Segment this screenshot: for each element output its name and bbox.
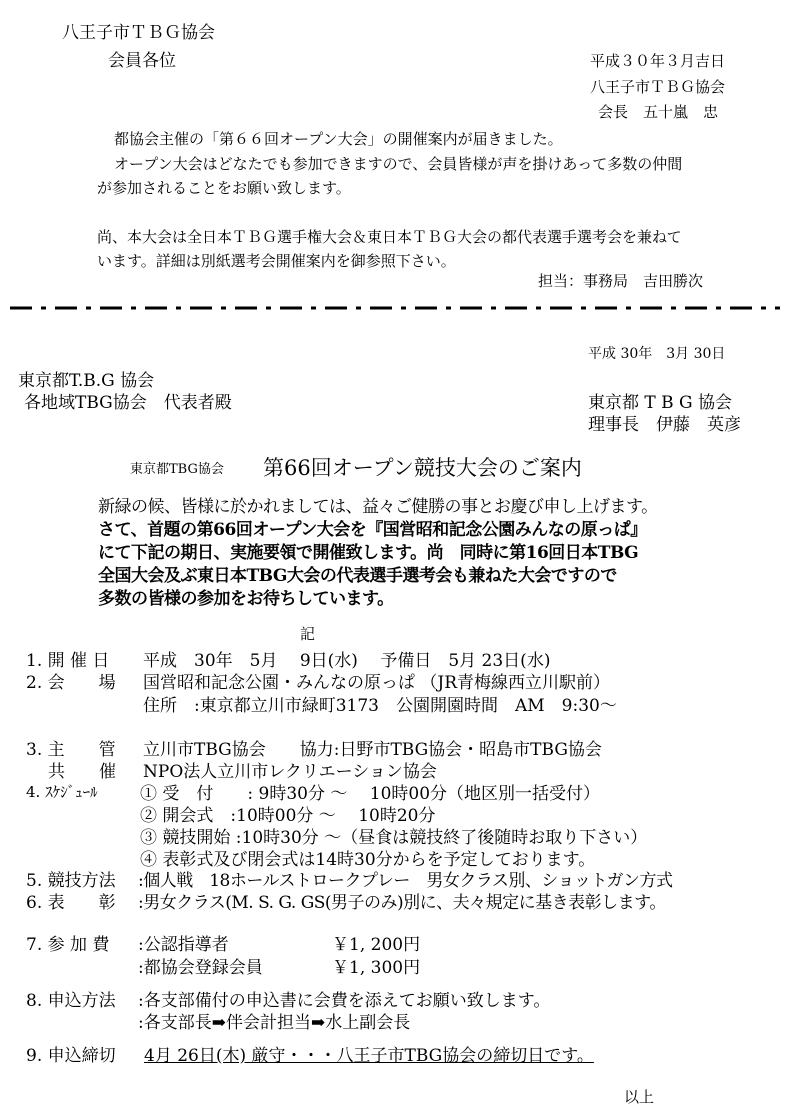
item-9-value: 4月 26日(木) 厳守・・・八王子市TBG協会の締切日です。 <box>144 1046 594 1066</box>
item-4-line-3: ③ 競技開始 :10時30分 〜（昼食は競技終了後随時お取り下さい） <box>140 828 648 848</box>
item-9-label: 9. 申込締切 <box>26 1046 116 1066</box>
item-1-value: 平成 30年 5月 9日(水) 予備日 5月 23日(水) <box>143 651 551 671</box>
notice-from-org: 東京都 T B G 協会 <box>588 393 733 413</box>
item-3b-value: NPO法人立川市レクリエーション協会 <box>143 762 437 782</box>
item-1-label: 1. 開 催 日 <box>26 651 110 671</box>
item-2-value-1: 国営昭和記念公園・みんなの原っぱ （JR青梅線西立川駅前） <box>143 673 611 693</box>
item-4-line-2: ② 開会式 :10時00分 〜 10時20分 <box>140 806 436 826</box>
item-6-value: :男女クラス(M. S. G. GS(男子のみ)別に、夫々規定に基き表彰します。 <box>138 893 666 913</box>
item-5-label: 5. 競技方法 <box>26 871 116 891</box>
notice-to-1: 東京都T.B.G 協会 <box>18 371 155 391</box>
notice-date: 平成 30年 3月 30日 <box>588 346 726 362</box>
notice-intro-line-2: さて、首題の第66回オープン大会を『国営昭和記念公園みんなの原っぱ』 <box>98 520 647 540</box>
item-6-label: 6. 表 彰 <box>26 893 116 913</box>
item-2-value-2: 住所 :東京都立川市緑町3173 公園開園時間 AM 9:30〜 <box>143 696 617 716</box>
memo-paragraph-2-line-2: が参加されることをお願い致します。 <box>97 179 351 197</box>
memo-paragraph-3-line-2: います。詳細は別紙選考会開催案内を御参照下さい。 <box>97 252 456 270</box>
memo-paragraph-2-line-1: オープン大会はどなたでも参加できますので、会員皆様が声を掛けあって多数の仲間 <box>114 155 683 173</box>
notice-intro-line-5: 多数の皆様の参加をお待ちしています。 <box>98 589 394 609</box>
memo-recipients: 会員各位 <box>108 51 176 71</box>
item-3-label: 3. 主 管 <box>26 740 116 760</box>
notice-title-org: 東京都TBG協会 <box>130 462 224 477</box>
item-2-label: 2. 会 場 <box>26 673 116 693</box>
item-7-line-2-label: :都協会登録会員 <box>138 958 263 978</box>
notice-intro-line-1: 新緑の候、皆様に於かれましては、益々ご健勝の事とお慶び申し上げます。 <box>98 497 658 517</box>
item-4-label: 4. ｽｹｼﾞｭｰﾙ <box>26 783 98 801</box>
memo-contact: 担当：事務局 吉田勝次 <box>538 272 704 290</box>
item-3-value: 立川市TBG協会 協力:日野市TBG協会・昭島市TBG協会 <box>143 740 602 760</box>
item-5-value: :個人戦 18ホールストロークプレー 男女クラス別、ショットガン方式 <box>138 871 673 891</box>
notice-to-2: 各地域TBG協会 代表者殿 <box>24 393 232 413</box>
item-7-label: 7. 参 加 費 <box>26 935 110 955</box>
item-3b-label: 共 催 <box>48 762 116 782</box>
item-8-line-2: :各支部長➡伴会計担当➡水上副会長 <box>138 1013 411 1033</box>
item-7-line-1-label: :公認指導者 <box>138 935 229 955</box>
item-4-line-4: ④ 表彰式及び閉会式は14時30分からを予定しております。 <box>140 850 596 870</box>
item-4-line-1: ① 受 付 : 9時30分 〜 10時00分（地区別一括受付） <box>140 784 601 804</box>
item-8-label: 8. 申込方法 <box>26 991 116 1011</box>
memo-org: 八王子市ＴＢＧ協会 <box>62 23 215 43</box>
memo-paragraph-1: 都協会主催の「第６６回オープン大会」の開催案内が届きました。 <box>114 130 563 148</box>
item-7-line-1-amount: ￥1, 200円 <box>332 935 421 955</box>
notice-intro-line-3: にて下記の期日、実施要領で開催致します。尚 同時に第16回日本TBG <box>98 543 639 563</box>
notice-title: 第66回オープン競技大会のご案内 <box>263 456 582 480</box>
item-8-line-1: :各支部備付の申込書に会費を添えてお願い致します。 <box>138 991 551 1011</box>
cut-line-divider <box>10 306 780 310</box>
notice-from-name: 理事長 伊藤 英彦 <box>588 415 741 435</box>
notice-closing: 以上 <box>624 1088 655 1106</box>
item-7-line-2-amount: ￥1, 300円 <box>332 958 421 978</box>
notice-intro-line-4: 全国大会及ぶ東日本TBG大会の代表選手選考会も兼ねた大会ですので <box>98 566 617 586</box>
notice-ki: 記 <box>300 625 316 643</box>
memo-sender-org: 八王子市ＴＢＧ協会 <box>590 78 726 96</box>
memo-paragraph-3-line-1: 尚、本大会は全日本ＴＢＧ選手権大会＆東日本ＴＢＧ大会の都代表選手選考会を兼ねて <box>97 228 682 246</box>
memo-date: 平成３０年３月吉日 <box>590 52 726 70</box>
memo-sender-name: 会長 五十嵐 忠 <box>598 103 719 121</box>
